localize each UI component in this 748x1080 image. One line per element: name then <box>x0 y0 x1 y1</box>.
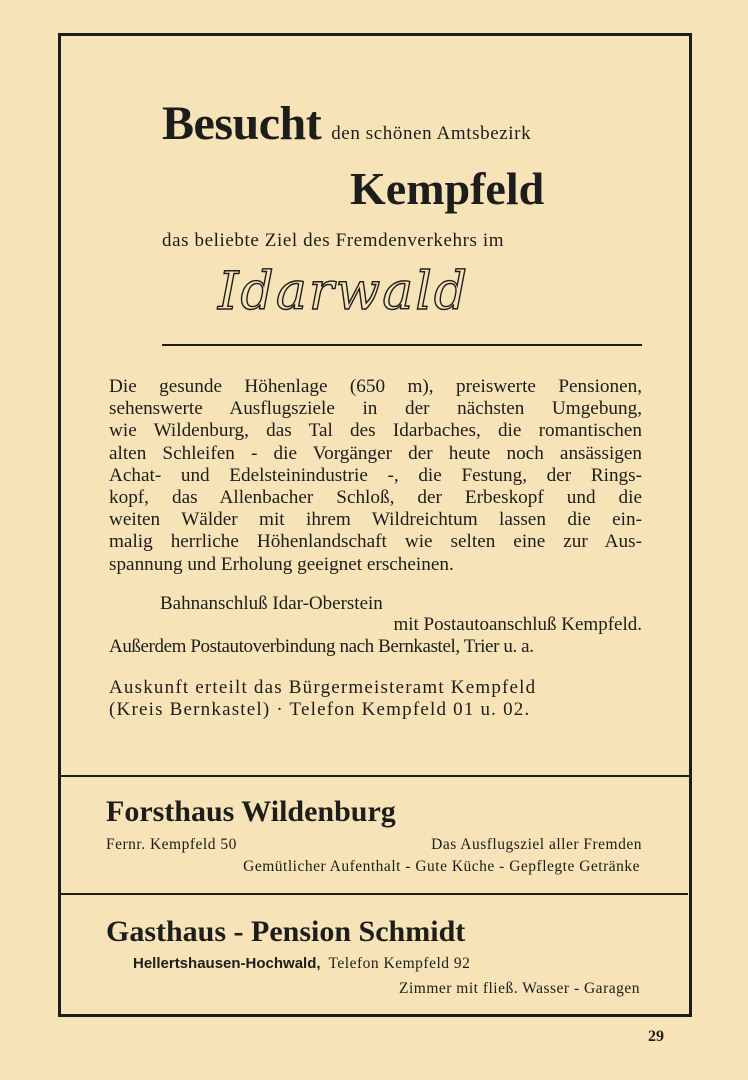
header-place: Kempfeld <box>350 163 545 214</box>
ad1-title: Forsthaus Wildenburg <box>106 795 396 828</box>
description-line: Die gesunde Höhenlage (650 m), preiswerte Pensionen, <box>109 376 642 397</box>
section-divider-1 <box>58 775 690 777</box>
transport-line-2: mit Postautoanschluß Kempfeld. <box>393 614 642 635</box>
ad1-features: Gemütlicher Aufenthalt - Gute Küche - Gepflegte Getränke <box>243 858 640 875</box>
description-line: malig herrliche Höhenlandschaft wie selten eine zur Aus- <box>109 531 642 553</box>
page-number: 29 <box>648 1028 664 1045</box>
info-line-1: Auskunft erteilt das Bürgermeisteramt Kempfeld <box>109 677 537 698</box>
ad2-location: Hellertshausen-Hochwald, <box>133 955 321 972</box>
ad2-contact-line <box>133 955 470 973</box>
description-line: spannung und Erholung geeignet erscheinen. <box>109 553 454 575</box>
ad2-phone: Telefon Kempfeld 92 <box>328 955 471 972</box>
description-line: weiten Wälder mit ihrem Wildreichtum lassen die ein- <box>109 509 642 531</box>
ad1-slogan: Das Ausflugsziel aller Fremden <box>431 836 642 853</box>
ad1-phone: Fernr. Kempfeld 50 <box>106 836 237 853</box>
description <box>109 376 642 576</box>
info-line-2: (Kreis Bernkastel) · Telefon Kempfeld 01 u. 02. <box>109 699 531 720</box>
ad2-title: Gasthaus - Pension Schmidt <box>106 915 466 948</box>
transport-line-1: Bahnanschluß Idar-Oberstein <box>160 593 383 614</box>
header-visit-word: Besucht <box>162 97 322 150</box>
header-region: Idarwald <box>218 262 470 322</box>
header-divider <box>162 344 642 346</box>
description-line: kopf, das Allenbacher Schloß, der Erbeskopf und die <box>109 487 642 509</box>
header-subtitle: das beliebte Ziel des Fremdenverkehrs im <box>162 230 505 251</box>
ad2-features: Zimmer mit fließ. Wasser - Garagen <box>398 980 640 997</box>
transport-line-3: Außerdem Postautoverbindung nach Bernkastel, Trier u. a. <box>109 636 534 657</box>
header-line-1 <box>162 96 531 151</box>
description-line: sehenswerte Ausflugsziele in der nächsten Umgebung, <box>109 398 642 420</box>
description-line: wie Wildenburg, das Tal des Idarbaches, die romantischen <box>109 420 642 442</box>
header-visit-rest: den schönen Amtsbezirk <box>331 123 532 144</box>
description-line: Achat- und Edelsteinindustrie -, die Festung, der Rings- <box>109 464 642 486</box>
section-divider-2 <box>58 893 688 895</box>
description-line: alten Schleifen - die Vorgänger der heute noch ansässigen <box>109 442 642 464</box>
